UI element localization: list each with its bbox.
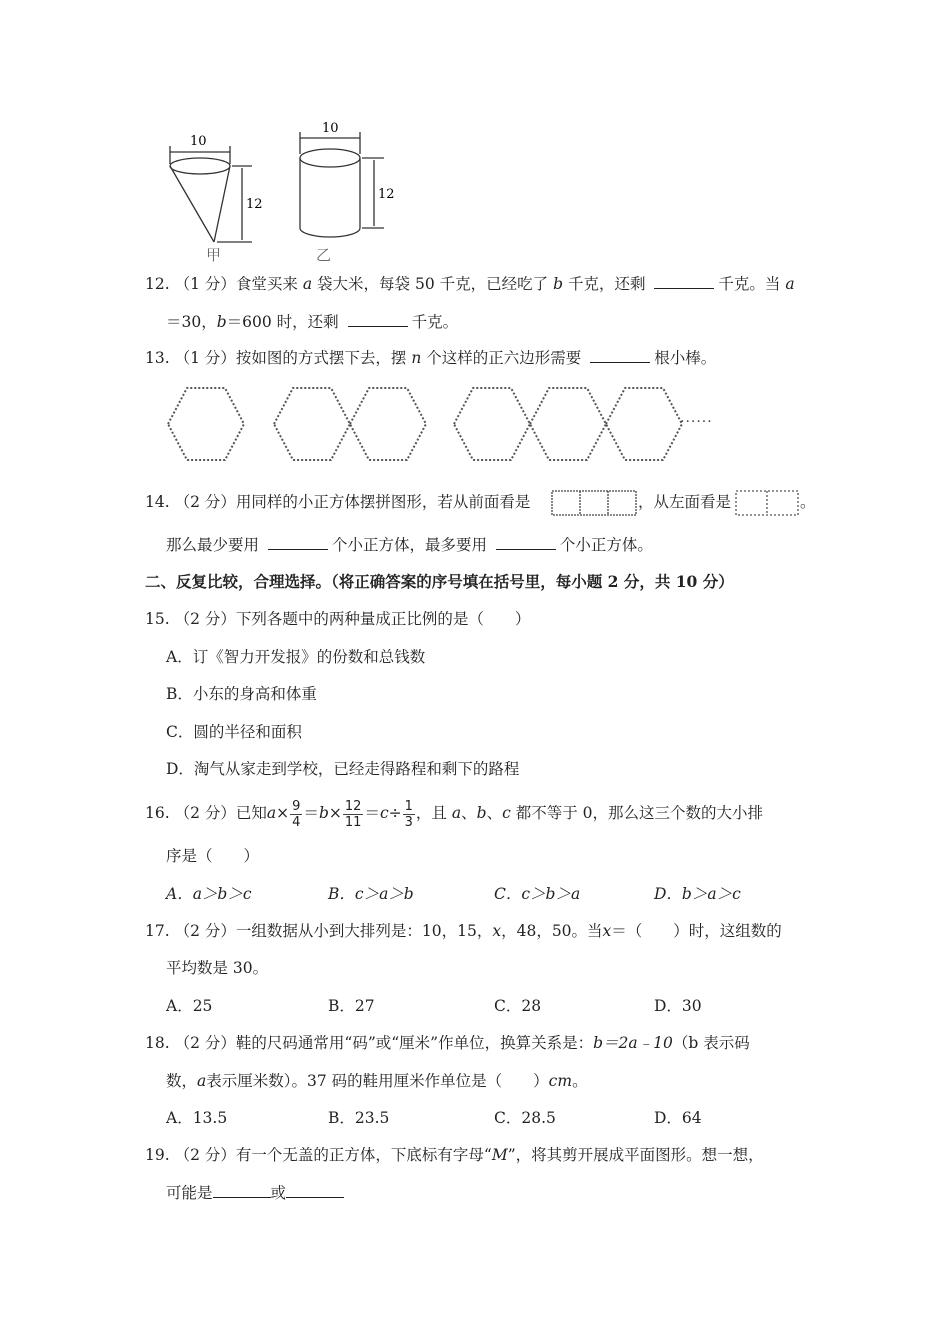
q17-option-a[interactable]: A．25 — [166, 997, 213, 1015]
q18-line2: 数，a表示厘米数）。37 码的鞋用厘米作单位是（ ）cm。 — [166, 1072, 588, 1090]
section2-heading: 二、反复比较，合理选择。（将正确答案的序号填在括号里，每小题 2 分，共 10 分） — [145, 572, 734, 591]
q12-answer-blank-1[interactable] — [654, 274, 714, 289]
q14-score: （2 分） — [174, 493, 236, 511]
q12-answer-blank-2[interactable] — [348, 312, 408, 327]
q17-option-c[interactable]: C．28 — [494, 997, 542, 1015]
q17-option-d[interactable]: D．30 — [654, 997, 702, 1015]
q17-line2: 平均数是 30。 — [166, 959, 269, 977]
q17-stem: 17. （2 分）一组数据从小到大排列是：10，15，x，48，50。当x＝（ ）时，这组数的 — [145, 922, 782, 940]
q15-stem: 15. （2 分）下列各题中的两种量成正比例的是（ ） — [145, 610, 531, 628]
q14-line1c: 。 — [800, 493, 816, 511]
q14-line1b: ，从左面看是 — [638, 493, 732, 511]
cylinder-height-label: 12 — [378, 187, 395, 202]
hexagon-pattern-figure — [160, 378, 750, 474]
hexagon-2b — [350, 388, 426, 460]
q14-number: 14. — [145, 493, 170, 511]
q12-number: 12. — [145, 275, 170, 293]
q19-line2: 可能是 或 — [166, 1183, 344, 1203]
q19-stem: 19. （2 分）有一个无盖的正方体，下底标有字母“M”，将其剪开展成平面图形。想一想， — [145, 1146, 764, 1164]
q14-answer-blank-max[interactable] — [496, 535, 556, 550]
q15-option-d[interactable]: D．淘气从家走到学校，已经走得路程和剩下的路程 — [166, 760, 520, 778]
q18-option-b[interactable]: B．23.5 — [328, 1109, 390, 1127]
q13-number: 13. — [145, 349, 170, 367]
q18-number: 18. — [145, 1034, 170, 1052]
hexagon-1 — [168, 388, 244, 460]
q18-option-d[interactable]: D．64 — [654, 1109, 702, 1127]
q13-answer-blank[interactable] — [590, 348, 650, 363]
cone-shape — [170, 146, 252, 242]
q19-number: 19. — [145, 1146, 170, 1164]
q18-score: （2 分） — [174, 1034, 236, 1052]
q14-answer-blank-min[interactable] — [268, 535, 328, 550]
q19-score: （2 分） — [174, 1146, 236, 1164]
fraction-1-3: $\frac{1}{3}$ — [404, 798, 413, 830]
cone-height-label: 12 — [246, 197, 263, 212]
q15-option-b[interactable]: B．小东的身高和体重 — [166, 685, 317, 703]
hexagon-2a — [274, 388, 350, 460]
hexagon-3b — [530, 388, 606, 460]
front-view-figure — [550, 488, 638, 518]
continuation-dots: ······ — [680, 414, 713, 430]
q14-line2: 那么最少要用 个小正方体，最多要用 个小正方体。 — [166, 536, 653, 554]
q16-option-b[interactable]: B．c＞a＞b — [328, 885, 414, 903]
q17-number: 17. — [145, 922, 170, 940]
q18-stem: 18. （2 分）鞋的尺码通常用“码”或“厘米”作单位，换算关系是：b＝2a﹣10（b 表示码 — [145, 1034, 750, 1052]
cylinder-shape — [300, 132, 384, 237]
q18-formula: b＝2a﹣10 — [593, 1034, 673, 1052]
cone-cylinder-figure — [162, 118, 402, 266]
q16-option-c[interactable]: C．c＞b＞a — [494, 885, 581, 903]
q15-option-c[interactable]: C．圆的半径和面积 — [166, 723, 302, 741]
cylinder-diameter-label: 10 — [322, 121, 339, 136]
q18-option-c[interactable]: C．28.5 — [494, 1109, 556, 1127]
fraction-9-4: $\frac{9}{4}$ — [292, 798, 301, 830]
hexagon-3a — [454, 388, 530, 460]
q15-number: 15. — [145, 610, 170, 628]
q12-score: （1 分） — [174, 275, 236, 293]
q16-option-d[interactable]: D．b＞a＞c — [654, 885, 741, 903]
q12-line1: 12. （1 分）食堂买来 a 袋大米，每袋 50 千克，已经吃了 b 千克，还剩 千克。当 a — [145, 275, 795, 293]
cone-diameter-label: 10 — [190, 134, 207, 149]
cylinder-name-label: 乙 — [316, 246, 332, 264]
cone-name-label: 甲 — [206, 246, 222, 264]
q16-stem: 16. （2 分）已知a× $\frac{9}{4}$ ＝b× $\frac{12}{11}$ ＝c÷ $\frac{1}{3}$ ，且 a、b、c 都不等于 0，那么这三个数的大小排 — [145, 798, 764, 830]
q16-option-a[interactable]: A．a＞b＞c — [166, 885, 252, 903]
q17-score: （2 分） — [174, 922, 236, 940]
q15-option-a[interactable]: A．订《智力开发报》的份数和总钱数 — [166, 648, 426, 666]
q12-line2: ＝30，b＝600 时，还剩 千克。 — [166, 313, 459, 331]
fraction-12-11: $\frac{12}{11}$ — [344, 798, 362, 830]
q16-number: 16. — [145, 804, 170, 822]
q16-score: （2 分） — [174, 804, 236, 822]
q19-answer-blank-2[interactable] — [286, 1183, 344, 1198]
q14-line1: 14. （2 分）用同样的小正方体摆拼图形，若从前面看是 — [145, 493, 531, 511]
q18-option-a[interactable]: A．13.5 — [166, 1109, 228, 1127]
q13-score: （1 分） — [174, 349, 236, 367]
hexagon-3c — [606, 388, 682, 460]
q15-score: （2 分） — [174, 610, 236, 628]
q13-line1: 13. （1 分）按如图的方式摆下去，摆 n 个这样的正六边形需要 根小棒。 — [145, 349, 717, 367]
q17-option-b[interactable]: B．27 — [328, 997, 375, 1015]
q19-answer-blank-1[interactable] — [213, 1183, 271, 1198]
left-view-figure — [734, 488, 800, 518]
q16-line2: 序是（ ） — [166, 847, 260, 865]
